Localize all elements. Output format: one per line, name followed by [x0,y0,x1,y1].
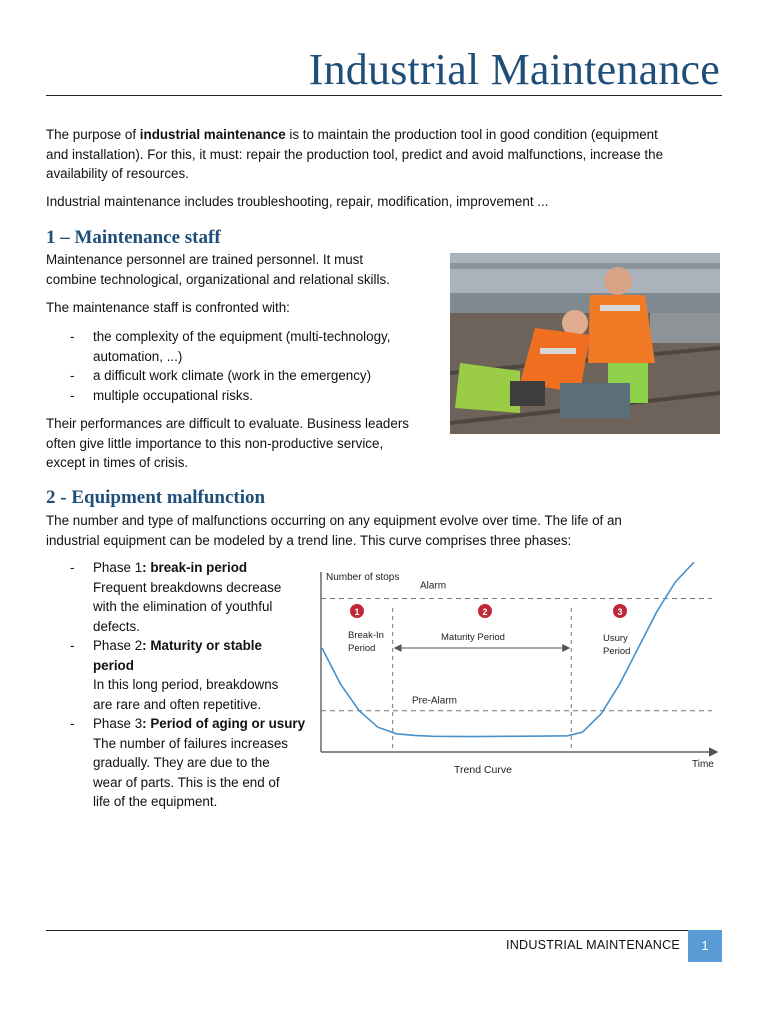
intro-text: is to maintain the production tool in good condition (equipment [285,127,658,142]
phase-desc: In this long period, breakdowns [93,677,279,692]
workers-illustration [450,253,720,434]
phase-desc: life of the equipment. [93,794,218,809]
page-number-badge: 1 [688,930,722,962]
phase-title: Maturity or stable [150,638,262,653]
phase-desc: gradually. They are due to the [93,755,270,770]
phase-desc: The number of failures increases [93,735,289,751]
phase-title: period [93,657,134,673]
phase-marker-number: 3 [617,607,623,617]
phase-number: 3 [134,716,143,731]
page-title: Industrial Maintenance [308,45,720,94]
staff-text: often give little importance to this non-productive service, [46,435,384,451]
alarm-label: Alarm [420,580,447,592]
phase-marker-1 [350,604,364,618]
list-item [46,327,390,366]
bullet-text: a difficult work climate (work in the emergency) [93,368,372,383]
intro-paragraph [46,125,663,184]
phase-desc: wear of parts. This is the end of [93,774,280,790]
phase-desc: Frequent breakdowns decrease [93,579,282,595]
staff-paragraph [46,250,390,289]
phase-desc: defects. [93,618,140,634]
trend-curve-chart [312,562,722,780]
phase-sep: : [142,560,151,575]
bullet-text: multiple occupational risks. [93,387,254,403]
bullet-text: the complexity of the equipment (multi-technology, [93,329,391,344]
malfunction-text: The number and type of malfunctions occurring on any equipment evolve over time. The life of an [46,513,622,528]
title-divider [46,95,722,96]
intro-text: availability of resources. [46,166,189,181]
phase-marker-2 [478,604,492,618]
phase-marker-3 [613,604,627,618]
intro-text: The purpose of [46,127,140,142]
phase-prefix: Phase [93,716,135,731]
list-item [46,366,390,386]
x-axis-label: Time [692,759,714,770]
malfunction-text: industrial equipment can be modeled by a trend line. This curve comprises three phases: [46,532,572,548]
maintenance-workers-photo [450,253,720,434]
phase-prefix: Phase [93,560,135,575]
phase-desc: are rare and often repetitive. [93,696,262,712]
section-heading-staff: 1 – Maintenance staff [46,227,221,248]
section-heading-malfunction: 2 - Equipment malfunction [46,487,266,508]
phase-sep: : [142,638,151,653]
y-axis-label: Number of stops [326,572,400,583]
footer-label: INDUSTRIAL MAINTENANCE [506,938,680,952]
phase-label-break-in: Break-In [348,630,384,641]
list-item [46,558,316,636]
list-item [46,714,316,812]
footer-divider [46,930,722,931]
intro-paragraph-2: Industrial maintenance includes troubleshooting, repair, modification, improvement ... [46,194,549,209]
staff-bullet-list [46,327,390,405]
pre-alarm-label: Pre-Alarm [412,695,458,707]
phase-label-usury: Usury [603,633,628,644]
phase-sep: : [142,716,151,731]
staff-text: Maintenance personnel are trained personnel. It must [46,252,364,267]
phase-marker-number: 2 [482,607,488,617]
phase-label-break-in: Period [348,643,376,654]
phase-label-maturity: Maturity Period [441,632,505,643]
phase-marker-number: 1 [354,607,360,617]
phase-label-usury: Period [603,646,631,657]
list-item [46,636,316,714]
phase-desc: with the elimination of youthful [93,599,273,614]
malfunction-paragraph [46,511,622,550]
staff-evaluation-paragraph [46,414,409,473]
phase-prefix: Phase [93,638,135,653]
bullet-text: automation, ...) [93,348,183,364]
intro-text: and installation). For this, it must: repair the production tool, predict and avoid malfunctions, increase the [46,146,664,162]
staff-text: Their performances are difficult to evaluate. Business leaders [46,416,409,431]
chart-title: Trend Curve [454,764,512,776]
phases-list [46,558,316,812]
phase-title: Period of aging or usury [150,716,306,731]
staff-text: combine technological, organizational and relational skills. [46,271,390,287]
phase-number: 1 [134,560,143,575]
intro-bold-term: industrial maintenance [139,127,286,142]
phase-title: break-in period [150,560,248,575]
list-item [46,386,390,406]
staff-text: except in times of crisis. [46,455,189,470]
staff-confronted-text: The maintenance staff is confronted with: [46,300,290,315]
phase-number: 2 [134,638,143,653]
